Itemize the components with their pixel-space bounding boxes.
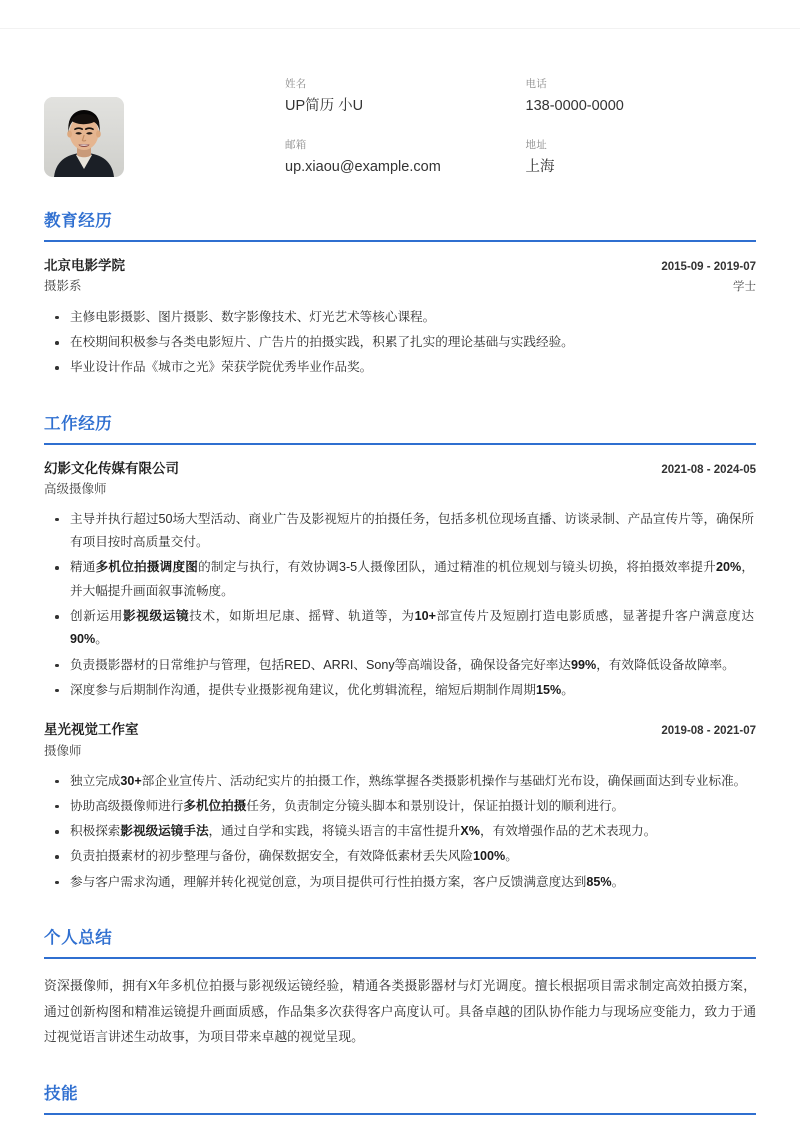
contact-field-name <box>285 77 516 116</box>
work-bullet-list <box>44 770 756 894</box>
education-entry <box>44 256 756 380</box>
section-skills <box>44 1080 756 1115</box>
work-entry <box>44 459 756 703</box>
entry-subheader-row <box>44 276 756 296</box>
resume-sheet <box>0 28 800 1129</box>
education-bullet-list <box>44 306 756 380</box>
list-item: 参与客户需求沟通，理解并转化视觉创意，为项目提供可行性拍摄方案，客户反馈满意度达到85%。 <box>70 871 756 894</box>
list-item: 协助高级摄像师进行多机位拍摄任务，负责制定分镜头脚本和景别设计，保证拍摄计划的顺利进行。 <box>70 795 756 818</box>
list-item: 负责拍摄素材的初步整理与备份，确保数据安全，有效降低素材丢失风险100%。 <box>70 845 756 868</box>
field-label: 邮箱 <box>285 139 307 152</box>
entry-subheader-row <box>44 479 756 499</box>
entry-header-row <box>44 459 756 479</box>
field-value: 138-0000-0000 <box>525 97 624 114</box>
entry-role: 摄像师 <box>44 743 82 758</box>
field-label: 电话 <box>525 78 547 90</box>
contact-field-phone <box>526 77 757 116</box>
field-value: up.xiaou@example.com <box>285 158 441 175</box>
resume-header <box>44 59 756 177</box>
avatar <box>44 97 124 177</box>
entry-role: 摄影系 <box>44 279 82 294</box>
contact-field-email <box>285 138 516 177</box>
summary-paragraph: 资深摄像师，拥有X年多机位拍摄与影视级运镜经验，精通各类摄影器材与灯光调度。擅长根据项目需求制定高效拍摄方案，通过创新构图和精准运镜提升画面质感，作品集多次获得客户高度认可。具备卓越的团队协作能力与现场应变能力，致力于通过视觉语言讲述生动故事，为项目带来卓越的视觉呈现。 <box>44 977 756 1045</box>
entry-degree: 学士 <box>733 281 756 294</box>
list-item: 负责摄影器材的日常维护与管理，包括RED、ARRI、Sony等高端设备，确保设备完好率达99%，有效降低设备故障率。 <box>70 654 756 677</box>
contact-grid <box>285 69 756 177</box>
list-item: 积极探索影视级运镜手法，通过自学和实践，将镜头语言的丰富性提升X%，有效增强作品的艺术表现力。 <box>70 820 756 843</box>
work-bullet-list <box>44 508 756 702</box>
entry-date-range: 2019-08 - 2021-07 <box>661 725 756 738</box>
section-divider <box>44 1113 756 1115</box>
section-title-education: 教育经历 <box>44 212 113 231</box>
section-title-skills: 技能 <box>44 1084 79 1103</box>
entry-date-range: 2015-09 - 2019-07 <box>661 261 756 274</box>
list-item: 在校期间积极参与各类电影短片、广告片的拍摄实践，积累了扎实的理论基础与实践经验。 <box>70 331 756 354</box>
field-value: 上海 <box>525 158 555 175</box>
entry-subheader-row <box>44 741 756 761</box>
entry-organization: 星光视觉工作室 <box>44 722 139 738</box>
entry-header-row <box>44 256 756 276</box>
list-item: 独立完成30+部企业宣传片、活动纪实片的拍摄工作，熟练掌握各类摄影机操作与基础灯光布设，确保画面达到专业标准。 <box>70 770 756 793</box>
entry-organization: 北京电影学院 <box>44 258 125 274</box>
entry-organization: 幻影文化传媒有限公司 <box>44 460 179 476</box>
list-item: 精通多机位拍摄调度图的制定与执行，有效协调3-5人摄像团队，通过精准的机位规划与镜头切换，将拍摄效率提升20%，并大幅提升画面叙事流畅度。 <box>70 556 756 603</box>
entry-role: 高级摄像师 <box>44 481 107 496</box>
field-label: 地址 <box>525 139 547 152</box>
section-summary <box>44 924 756 1050</box>
portrait-photo-icon <box>44 97 124 177</box>
entry-header-row <box>44 720 756 740</box>
section-title-summary: 个人总结 <box>44 928 113 947</box>
field-label: 姓名 <box>285 78 307 90</box>
avatar-container <box>44 97 124 177</box>
contact-field-address <box>526 138 757 177</box>
work-entry <box>44 720 756 894</box>
section-title-work: 工作经历 <box>44 414 113 433</box>
section-work <box>44 410 756 894</box>
entry-date-range: 2021-08 - 2024-05 <box>661 463 756 476</box>
list-item: 创新运用影视级运镜技术，如斯坦尼康、摇臂、轨道等，为10+部宣传片及短剧打造电影质感，显著提升客户满意度达90%。 <box>70 605 756 652</box>
list-item: 毕业设计作品《城市之光》荣获学院优秀毕业作品奖。 <box>70 356 756 379</box>
list-item: 主导并执行超过50场大型活动、商业广告及影视短片的拍摄任务，包括多机位现场直播、访谈录制、产品宣传片等，确保所有项目按时高质量交付。 <box>70 508 756 555</box>
field-value: UP简历 小U <box>285 97 364 114</box>
list-item: 深度参与后期制作沟通，提供专业摄影视角建议，优化剪辑流程，缩短后期制作周期15%。 <box>70 679 756 702</box>
section-divider <box>44 443 756 445</box>
list-item: 主修电影摄影、图片摄影、数字影像技术、灯光艺术等核心课程。 <box>70 306 756 329</box>
section-divider <box>44 240 756 242</box>
section-education <box>44 207 756 380</box>
section-divider <box>44 957 756 959</box>
